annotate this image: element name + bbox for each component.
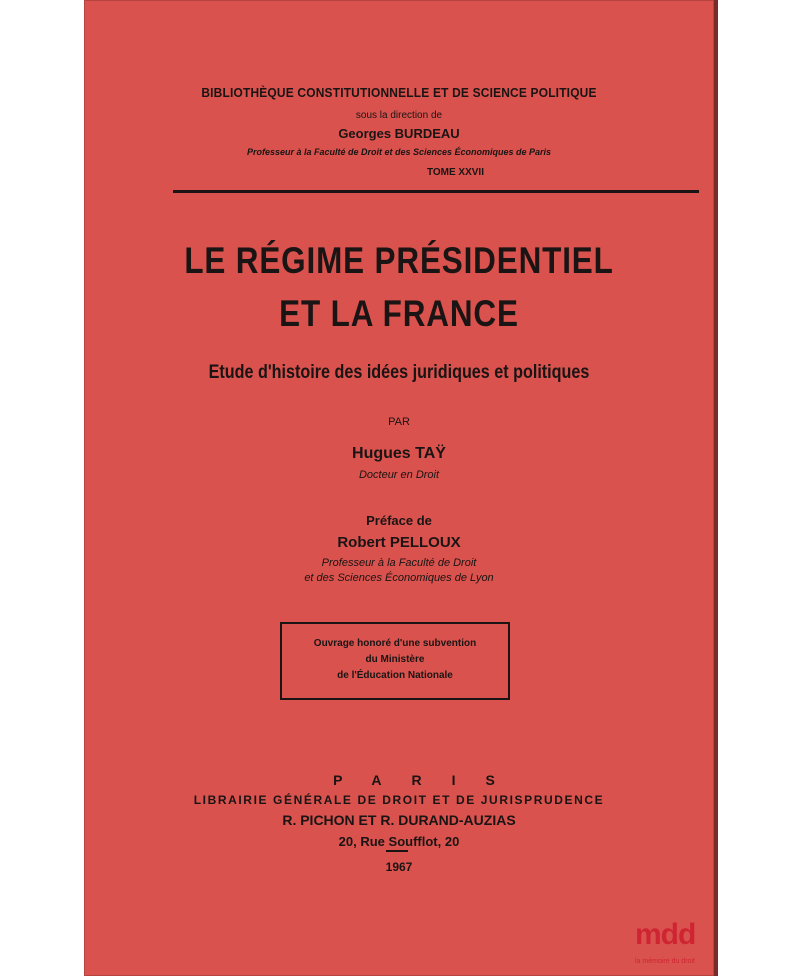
notice-line3: de l'Éducation Nationale bbox=[337, 670, 453, 681]
series-director: Georges BURDEAU bbox=[338, 126, 460, 141]
series-director-title: Professeur à la Faculté de Droit et des Sciences Économiques de Paris bbox=[246, 147, 552, 157]
publisher-city: PARIS bbox=[333, 772, 525, 788]
book-subtitle: Etude d'histoire des idées juridiques et politiques bbox=[208, 362, 590, 383]
series-title: BIBLIOTHÈQUE CONSTITUTIONNELLE ET DE SCIENCE POLITIQUE bbox=[201, 85, 597, 100]
subsidy-notice-box bbox=[280, 622, 510, 700]
book-spine-edge bbox=[714, 0, 718, 976]
divider-rule bbox=[173, 190, 699, 193]
author-title: Docteur en Droit bbox=[358, 469, 440, 481]
mdd-watermark-logo bbox=[635, 918, 720, 970]
publisher-address: 20, Rue Soufflot, 20 bbox=[338, 834, 460, 849]
preface-author-title-line1: Professeur à la Faculté de Droit bbox=[321, 557, 477, 569]
book-title-line2: ET LA FRANCE bbox=[279, 293, 519, 334]
volume-number: TOME XXVII bbox=[426, 167, 484, 178]
author-name: Hugues TAŸ bbox=[352, 445, 446, 462]
by-label: PAR bbox=[388, 416, 410, 428]
notice-line2: du Ministère bbox=[365, 654, 425, 665]
publisher-imprint: R. PICHON ET R. DURAND-AUZIAS bbox=[282, 812, 516, 828]
preface-author: Robert PELLOUX bbox=[337, 534, 461, 551]
book-title-line1: LE RÉGIME PRÉSIDENTIEL bbox=[184, 240, 614, 281]
notice-line1: Ouvrage honoré d'une subvention bbox=[313, 638, 477, 649]
publication-year: 1967 bbox=[385, 860, 413, 874]
preface-label: Préface de bbox=[366, 513, 432, 528]
publisher-name: LIBRAIRIE GÉNÉRALE DE DROIT ET DE JURISPRUDENCE bbox=[193, 793, 605, 807]
year-dash bbox=[386, 850, 408, 852]
preface-author-title-line2: et des Sciences Économiques de Lyon bbox=[304, 572, 494, 584]
logo-letters: mdd bbox=[635, 918, 696, 951]
direction-label: sous la direction de bbox=[355, 110, 443, 121]
logo-tagline: la mémoire du droit bbox=[635, 958, 695, 965]
book-cover bbox=[84, 0, 714, 976]
